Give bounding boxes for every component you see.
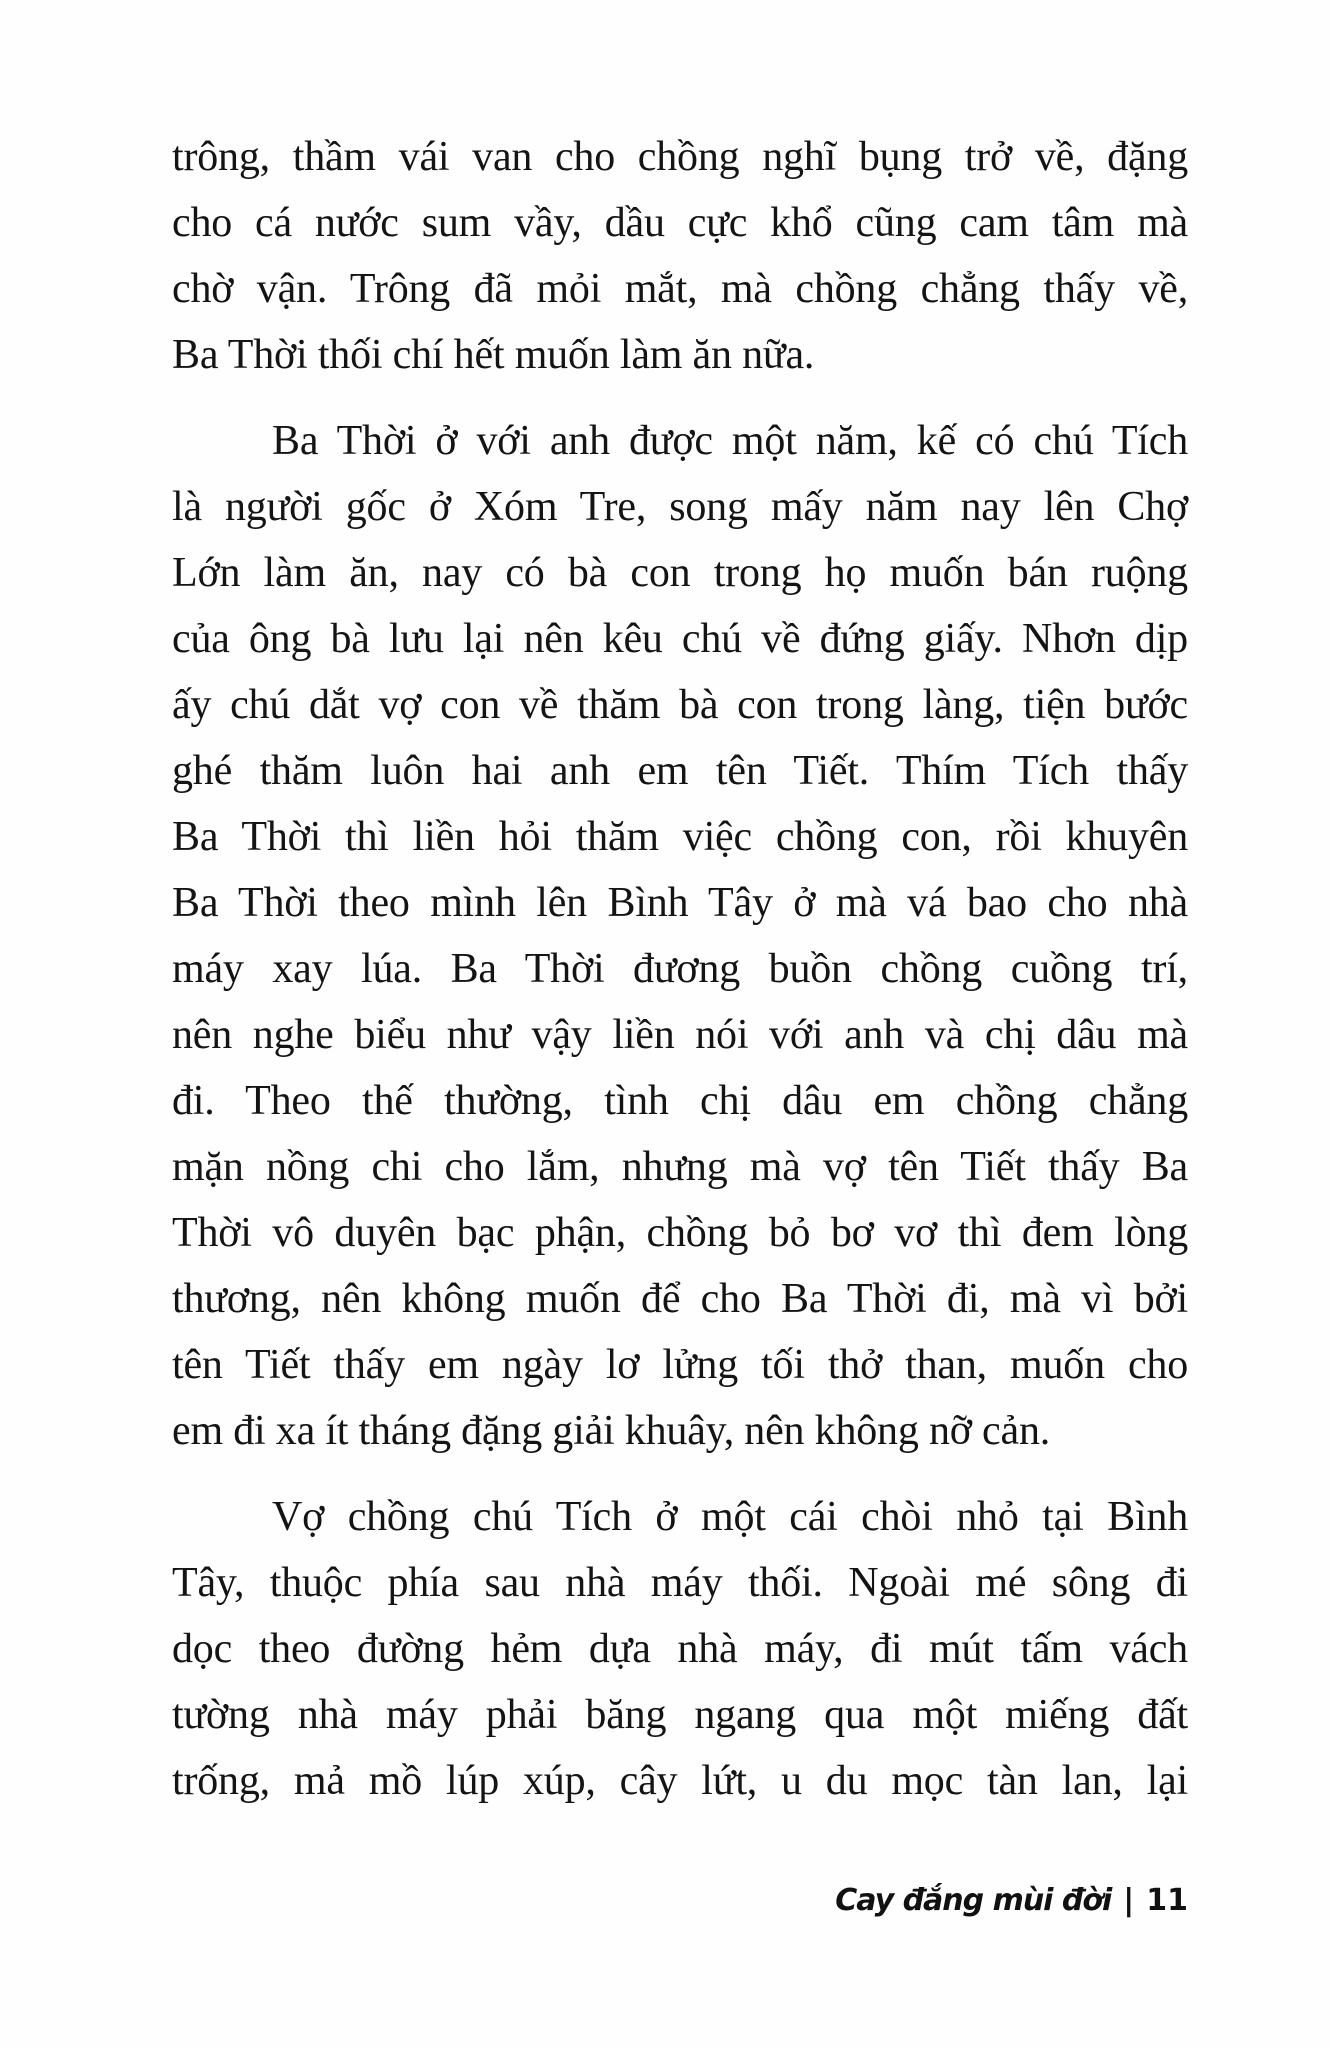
text-line: tên Tiết thấy em ngày lơ lửng tối thở than, muốn cho	[172, 1342, 1188, 1388]
paragraph-2	[172, 408, 1188, 1464]
text-line: Ba Thời thì liền hỏi thăm việc chồng con, rồi khuyên	[172, 814, 1188, 860]
text-line: tường nhà máy phải băng ngang qua một miếng đất	[172, 1692, 1188, 1738]
paragraph-3	[172, 1484, 1188, 1814]
text-line: máy xay lúa. Ba Thời đương buồn chồng cuồng trí,	[172, 946, 1188, 992]
text-line: của ông bà lưu lại nên kêu chú về đứng giấy. Nhơn dịp	[172, 616, 1188, 662]
text-line: Ba Thời thối chí hết muốn làm ăn nữa.	[172, 332, 815, 378]
text-line: dọc theo đường hẻm dựa nhà máy, đi mút tấm vách	[172, 1626, 1188, 1672]
text-line: trông, thầm vái van cho chồng nghĩ bụng trở về, đặng	[172, 134, 1188, 180]
text-line: là người gốc ở Xóm Tre, song mấy năm nay lên Chợ	[172, 484, 1188, 530]
text-line: Lớn làm ăn, nay có bà con trong họ muốn bán ruộng	[172, 550, 1188, 596]
text-line: ghé thăm luôn hai anh em tên Tiết. Thím Tích thấy	[172, 748, 1188, 794]
paragraph-1	[172, 124, 1188, 388]
text-line: ấy chú dắt vợ con về thăm bà con trong làng, tiện bước	[172, 682, 1188, 728]
running-book-title: Cay đắng mùi đời	[835, 1883, 1112, 1918]
text-line: mặn nồng chi cho lắm, nhưng mà vợ tên Tiết thấy Ba	[172, 1144, 1188, 1190]
text-line: nên nghe biểu như vậy liền nói với anh và chị dâu mà	[172, 1012, 1188, 1058]
text-line: Tây, thuộc phía sau nhà máy thối. Ngoài mé sông đi	[172, 1560, 1188, 1606]
text-line: em đi xa ít tháng đặng giải khuây, nên không nỡ cản.	[172, 1408, 1051, 1454]
text-line: Vợ chồng chú Tích ở một cái chòi nhỏ tại Bình	[272, 1494, 1188, 1540]
text-line: cho cá nước sum vầy, dầu cực khổ cũng cam tâm mà	[172, 200, 1188, 246]
text-line: Thời vô duyên bạc phận, chồng bỏ bơ vơ thì đem lòng	[172, 1210, 1188, 1256]
page-footer	[835, 1876, 1188, 1926]
paragraph-gap	[172, 388, 1188, 408]
page-number: 11	[1146, 1883, 1188, 1918]
text-line: chờ vận. Trông đã mỏi mắt, mà chồng chẳng thấy về,	[172, 266, 1188, 312]
text-line: thương, nên không muốn để cho Ba Thời đi, mà vì bởi	[172, 1276, 1188, 1322]
body-text	[172, 124, 1188, 1814]
text-line: Ba Thời theo mình lên Bình Tây ở mà vá bao cho nhà	[172, 880, 1188, 926]
text-line: Ba Thời ở với anh được một năm, kế có chú Tích	[272, 418, 1188, 464]
paragraph-gap	[172, 1464, 1188, 1484]
text-line: đi. Theo thế thường, tình chị dâu em chồng chẳng	[172, 1078, 1188, 1124]
footer-separator: |	[1123, 1883, 1135, 1918]
text-line: trống, mả mồ lúp xúp, cây lứt, u du mọc tàn lan, lại	[172, 1758, 1188, 1804]
